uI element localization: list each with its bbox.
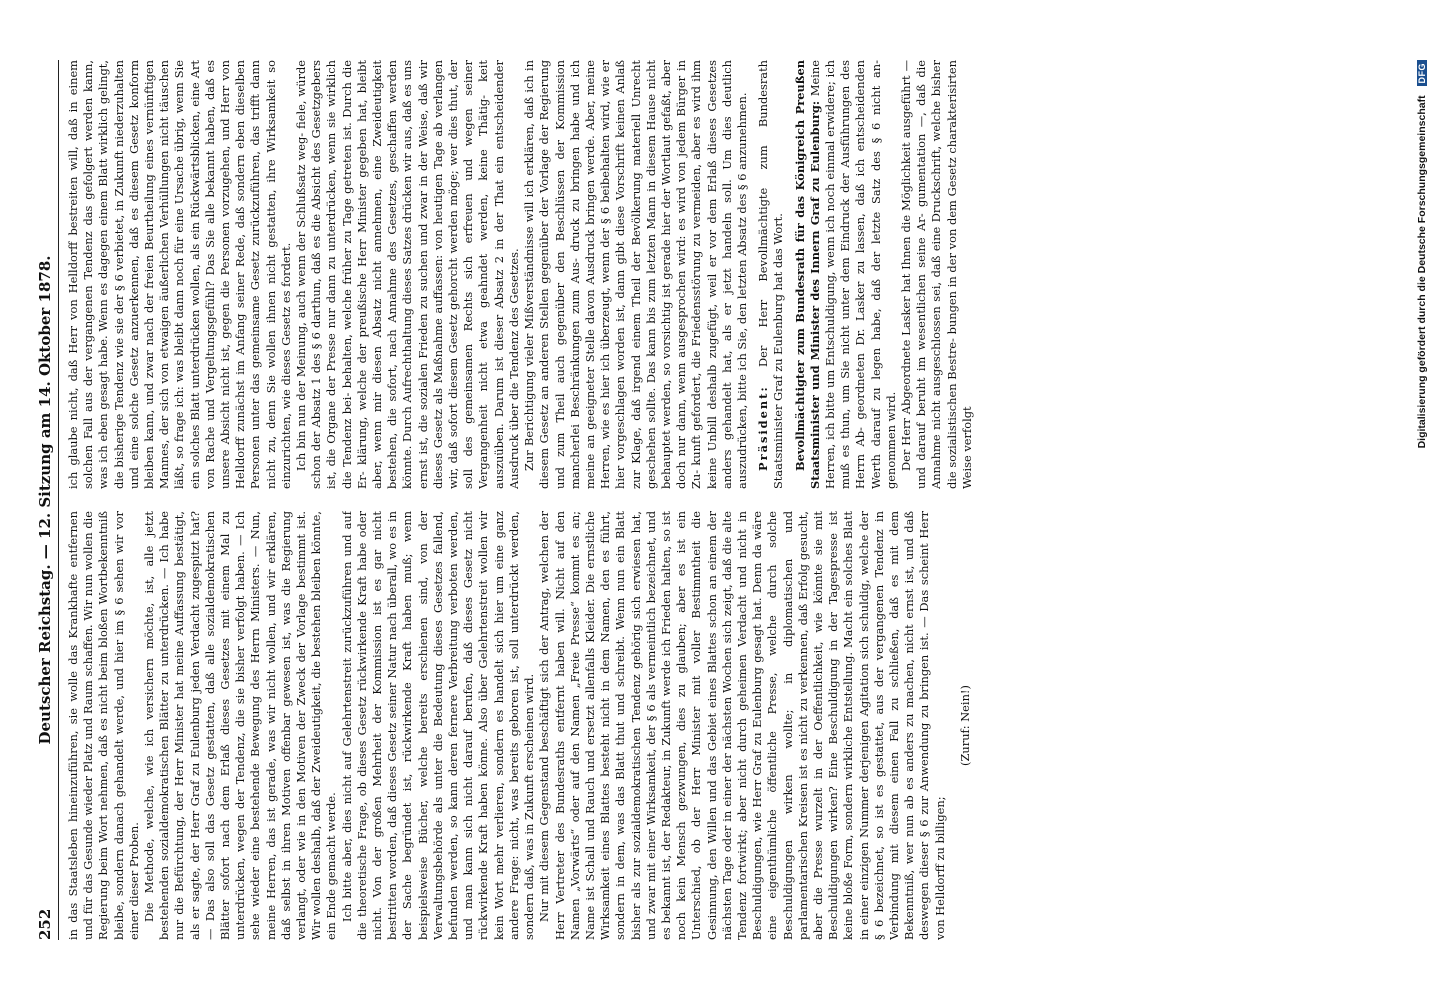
digitization-credit xyxy=(1416,60,1428,940)
speaker-label: Bevollmächtigter zum Bundesrath für das Königreich Preußen Staatsminister und Minister des Innern Graf zu Eulenburg: xyxy=(792,60,822,489)
right-column xyxy=(66,60,1406,489)
paragraph: Zur Berichtigung vieler Mißverständnisse will ich erklären, daß ich in diesem Gesetz an anderen Stellen gegenüber der Vorlage der Regierung und zum Theil auch gegenüber den Beschlüssen der Kommission mancherlei Beschränkungen zum Aus- druck zu bringen habe und ich meine an geeigneter Stelle davon Ausdruck bringen werde. Aber, meine Herren, wie es hier ich überzeugt, wenn der § 6 beibehalten wird, wie er hier vorgeschlagen worden ist, dann gibt diese Vorschrift keinen Anlaß zur Klage, daß irgend einem Theil der Bevölkerung materiell Unrecht geschehen sollte. Das kann bis zum letzten Mann in diesem Hause nicht behauptet werden, so vorsichtig ist gerade hier der Wortlaut gefaßt, aber doch nur dann, wenn ausgesprochen wird: es wird von jedem Bürger in Zu- kunft gefordert, die Friedensstörung zu vermeiden, aber es wird ihm keine Unbill deshalb zugefügt, weil er vor dem Erlaß dieses Gesetzes anders gehandelt hat, als er jetzt handeln soll. Um dies deutlich auszudrücken, bitte ich Sie, den letzten Absatz des § 6 anzunehmen. xyxy=(522,60,749,489)
paragraph: Ich bin nun der Meinung, auch wenn der Schlußsatz weg- fiele, würde schon der Absatz 1 des § 6 darthun, daß es die Absicht des Gesetzgebers ist, die Organe der Presse nur dann zu unterdrücken, wenn sie wirklich die Tendenz bei- behalten, welche früher zu Tage getreten ist. Durch die Er- klärung, welche der preußische Herr Minister gegeben hat, bleibt aber, wenn mir diesen Absatz nicht annehmen, eine Zweideutigkeit bestehen, die sofort, nach Annahme des Gesetzes, geschaffen werden könnte. Durch Aufrechthaltung dieses Satzes drücken wir aus, daß es uns ernst ist, die sozialen Frieden zu suchen und zwar in der Weise, daß wir dieses Gesetz als Maßnahme auffassen: von heutigen Tage ab verlangen wir, daß sofort diesem Gesetz gehorcht werden möge; wer dies thut, der soll des gemeinsamen Rechts sich erfreuen und wegen seiner Vergangenheit nicht etwa geahndet werden, keine Thätig- keit auszuüben. Darum ist dieser Absatz 2 in der That ein entscheidender Ausdruck über die Tendenz des Gesetzes. xyxy=(294,60,521,489)
speaker-label: Präsident: xyxy=(756,385,771,471)
paragraph: Nur mit diesem Gegenstand beschäftigt sich der Antrag, welchen der Herr Vertreter des Bundesraths entfernt haben will. Nicht auf den Namen „Vorwärts“ oder auf den Namen „Freie Presse“ kommt es an; Name ist Schall und Rauch und ersetzt allenfalls Kleider. Die ernstliche Wirksamkeit eines Blattes besteht nicht in dem Namen, den es führt, sondern in dem, was das Blatt thut und schreibt. Wenn nun ein Blatt bisher als zur sozialdemokratischen Tendenz gehörig sich erwiesen hat, und zwar mit einer Wirksamkeit, der § 6 als vermeintlich bezeichnet, und es bekannt ist, der Redakteur, in Zukunft werde ich Frieden halten, so ist noch kein Mensch gezwungen, dies zu glauben; aber es ist ein Unterschied, ob der Herr Minister mit voller Bestimmtheit die Gesinnung, den Willen und das Gebiet eines Blattes schon an einem der nächsten Tage oder in einer der nächsten Wochen sich zeigt, daß die alte Tendenz fortwirkt; aber nicht durch geheimen Verdacht und nicht in Beschuldigungen, wie Herr Graf zu Eulenburg gesagt hat. Denn da wäre eine eigenthümliche öffentliche Presse, welche durch solche Beschuldigungen wirken wollte; in diplomatischen und parlamentarischen Kreisen ist es nicht zu verkennen, daß Erfolg gesucht, aber die Presse wurzelt in der Oeffentlichkeit, wie könnte sie mit Beschuldigungen wirken? Eine Beschuldigung in der Tagespresse ist keine bloße Form, sondern wirkliche Entstellung. Macht ein solches Blatt in einer einzigen Nummer derjenigen Agitation sich schuldig, welche der § 6 bezeichnet, so ist es gestattet, aus der vergangenen Tendenz in Verbindung mit diesem einen Fall zu schließen, daß es mit dem Bekenntniß, wer nun ab es anders zu machen, nicht ernst ist, und daß deswegen dieser § 6 zur Anwendung zu bringen ist. — Das scheint Herr von Helldorff zu billigen; xyxy=(537,511,947,940)
paragraph: Die Methode, welche, wie ich versichern möchte, ist, alle jetzt bestehenden sozialdemokratischen Blätter zu unterdrücken. — Ich habe nur die Befürchtung, der Herr Minister hat meine Auffassung bestätigt, als er sagte, der Herr Graf zu Eulenburg jeden Verdacht zugespitzt hat? — Das also soll das Gesetz gestatten, daß alle sozialdemokratischen Blätter sofort nach dem Erlaß dieses Gesetzes mit einem Mal zu unterdrücken, wegen der Tendenz, die sie bisher verfolgt haben. — Ich sehe wieder eine bestehende Bewegung des Herrn Ministers. — Nun, meine Herren, das ist gerade, was wir nicht wollen, und wir erklären, daß selbst in ihren Motiven offenbar gewesen ist, was die Regierung verlangt, oder wie in den Motiven der Zweck der Vorlage bestimmt ist. Wir wollen deshalb, daß der Zweideutigkeit, die bestehen bleiben könnte, ein Ende gemacht werde. xyxy=(142,511,339,940)
page-title: Deutscher Reichstag. — 12. Sitzung am 14. Oktober 1878. xyxy=(36,255,54,745)
statement-text: Der Herr Bevollmächtigte zum Bundesrath Staatsminister Graf zu Eulenburg hat das Wort. xyxy=(756,60,786,489)
paragraph: Ich bitte aber, dies nicht auf Gelehrtenstreit zurückzuführen und auf die theoretische Frage, ob dieses Gesetz rückwirkende Kraft habe oder nicht. Von der großen Mehrheit der Kommission ist es gar nicht bestritten worden, daß dieses Gesetz seiner Natur nach überall, wo es in der Sache begründet ist, rückwirkende Kraft haben muß; wenn beispielsweise Bücher, welche bereits erschienen sind, von der Verwaltungsbehörde als unter die Bedeutung dieses Gesetzes fallend, befunden werden, so kann deren fernere Verbreitung verboten werden, und man kann sich nicht darauf berufen, daß dieses Gesetz nicht rückwirkende Kraft haben könne. Also über Gelehrtenstreit wollen wir kein Wort mehr verlieren, sondern es handelt sich hier um eine ganz andere Frage: nicht, was bereits geboren ist, soll unterdrückt werden, sondern daß, was in Zukunft erscheinen wird. xyxy=(339,511,537,940)
paragraph: in das Staatsleben hineinzuführen, sie wolle das Krankhafte entfernen und für das Gesunde wieder Platz und Raum schaffen. Wir nun wollen die Regierung beim Wort nehmen, daß es nicht beim bloßen Wortbekenntniß bleibe, sondern danach gehandelt werde, und hier im § 6 sehen wir vor einer dieser Proben. xyxy=(66,511,141,940)
page-header xyxy=(34,60,59,940)
dfg-logo: DFG xyxy=(1417,60,1427,87)
president-statement xyxy=(756,60,786,489)
paragraph: Der Herr Abgeordnete Lasker hat Ihnen die Möglichkeit ausgeführt — und darauf beruht im wesentlichen seine Ar- gumentation —, daß die Annahme nicht ausgeschlossen sei, daß eine Druckschrift, welche bisher die sozialistischen Bestre- bungen in der von dem Gesetz charakterisirten Weise verfolgt xyxy=(898,60,974,489)
minister-statement xyxy=(793,60,899,489)
credit-text: Digitalisierung gefördert durch die Deutsche Forschungsgemeinschaft xyxy=(1416,95,1428,449)
interjection: (Zuruf: Nein!) xyxy=(957,685,972,766)
text-columns xyxy=(66,60,1406,940)
left-column xyxy=(66,511,1406,940)
page-number: 252 xyxy=(36,908,54,940)
statement-text: Meine Herren, ich bitte um Entschuldigung, wenn ich noch einmal erwidere; ich muß es thun, um Sie nicht unter dem Eindruck der Ausführungen des Herrn Ab- geordneten Dr. Lasker zu lassen, daß ich entscheidenden Werth darauf zu legen habe, daß der letzte Satz des § 6 nicht an- genommen wird. xyxy=(807,60,898,489)
paragraph: ich glaube nicht, daß Herr von Helldorff bestreiten will, daß in einem solchen Fall aus der vergangenen Tendenz das gefolgert werden kann, was ich eben gesagt habe. Wenn es dagegen einem Blatt wirklich gelingt, die bisherige Tendenz wie sie der § 6 verbietet, in Zukunft niederzuhalten und eine solche Gesetz anzuerkennen, daß es diesem Gesetz konform bleiben kann, und zwar nach der freien Beurtheilung eines vernünftigen Mannes, der sich von etwaigen äußerlichen Verhüllungen nicht täuschen läßt, so frage ich: was bleibt dann noch für eine Ursache übrig, wenn Sie ein solches Blatt unterdrücken wollen, als ein Rückwärtsblicken, eine Art von Rache und Vergeltungsgefühl? Das Sie alle bekannt haben, daß es unsere Absicht nicht ist, gegen die Personen vorzugehen, und Herr von Helldorff zunächst im Anfang seiner Rede, daß sondern eben dieselben Personen unter das gemeinsame Gesetz zurückzuführen, das trifft dann nicht zu, denn Sie wollen ihnen nicht gestatten, ihre Wirksamkeit so einzurichten, wie dieses Gesetz es fordert. xyxy=(66,60,293,489)
